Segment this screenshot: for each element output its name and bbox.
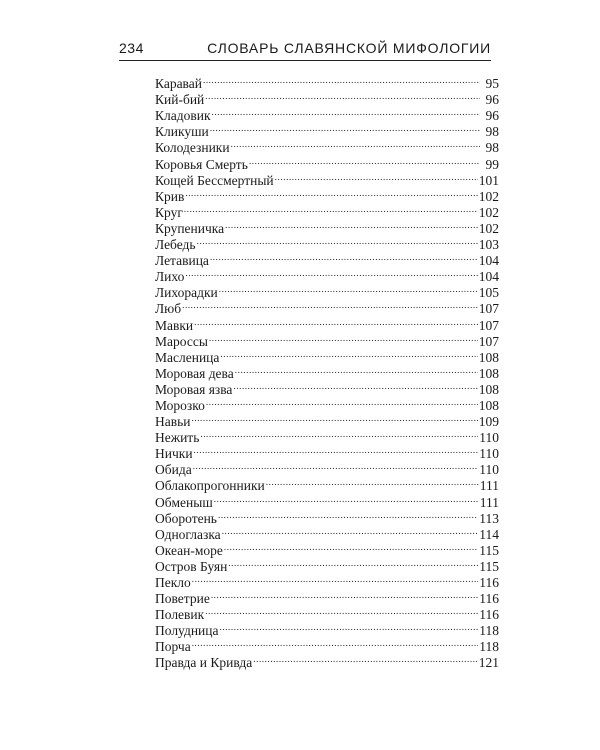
toc-entry-title: Правда и Кривда xyxy=(155,655,253,671)
toc-dot-leader xyxy=(203,72,480,88)
toc-entry-title: Обменыш xyxy=(155,494,213,510)
toc-entry-page: 102 xyxy=(478,220,499,236)
toc-entry xyxy=(155,233,499,253)
toc-entry-page: 113 xyxy=(479,510,499,526)
toc-entry-page: 109 xyxy=(478,414,499,430)
toc-dot-leader xyxy=(192,571,478,587)
toc-entry-page: 111 xyxy=(479,478,499,494)
toc-dot-leader xyxy=(182,297,478,313)
toc-entry-title: Моровая дева xyxy=(155,365,234,381)
toc-entry-page: 118 xyxy=(479,623,499,639)
toc-entry-title: Оборотень xyxy=(155,510,217,526)
toc-entry-title: Круг xyxy=(155,204,183,220)
toc-entry-page: 110 xyxy=(479,462,499,478)
toc-entry xyxy=(155,72,499,92)
toc-entry xyxy=(155,217,499,236)
toc-entry xyxy=(155,458,499,478)
toc-dot-leader xyxy=(222,523,479,539)
toc-entry-title: Обида xyxy=(155,462,192,478)
toc-dot-leader xyxy=(225,217,478,233)
toc-dot-leader xyxy=(209,330,478,346)
toc-entry xyxy=(155,603,499,623)
toc-entry-title: Летавица xyxy=(155,253,209,269)
toc-entry xyxy=(155,104,499,124)
toc-entry-title: Коровья Смерть xyxy=(155,156,248,172)
toc-entry-title: Колодезники xyxy=(155,140,230,156)
toc-dot-leader xyxy=(224,539,478,555)
toc-entry-title: Кладовик xyxy=(155,108,211,124)
toc-entry-title: Кликуши xyxy=(155,124,209,140)
toc-entry-page: 99 xyxy=(485,156,499,172)
toc-entry xyxy=(155,281,499,301)
toc-dot-leader xyxy=(220,619,479,635)
toc-entry-title: Мавки xyxy=(155,317,194,333)
toc-entry-page: 107 xyxy=(478,333,499,349)
toc-dot-leader xyxy=(220,346,477,362)
toc-entry-title: Нежить xyxy=(155,430,200,446)
toc-entry-title: Мароссы xyxy=(155,333,208,349)
toc-dot-leader xyxy=(192,410,478,426)
toc-entry-title: Поветрие xyxy=(155,591,210,607)
toc-entry-page: 96 xyxy=(485,92,499,108)
running-title: СЛОВАРЬ СЛАВЯНСКОЙ МИФОЛОГИИ xyxy=(207,40,491,56)
toc-entry xyxy=(155,426,499,446)
toc-entry xyxy=(155,249,499,269)
toc-dot-leader xyxy=(235,362,478,378)
toc-entry xyxy=(155,88,499,108)
toc-dot-leader xyxy=(231,136,480,152)
toc-entry xyxy=(155,394,499,413)
toc-dot-leader xyxy=(218,507,478,523)
toc-entry-page: 115 xyxy=(479,542,499,558)
toc-entry-page: 118 xyxy=(479,639,499,655)
toc-entry-title: Порча xyxy=(155,639,191,655)
toc-dot-leader xyxy=(275,169,478,185)
toc-entry xyxy=(155,474,499,494)
toc-dot-leader xyxy=(192,635,479,651)
toc-entry-page: 111 xyxy=(479,494,499,510)
page-header xyxy=(119,38,491,61)
toc-entry-title: Облакопрогонники xyxy=(155,478,265,494)
toc-entry-title: Морозко xyxy=(155,397,205,413)
toc-entry-title: Кий-бий xyxy=(155,92,205,108)
toc-entry-title: Моровая язва xyxy=(155,381,233,397)
toc-entry-page: 95 xyxy=(485,76,499,92)
toc-entry xyxy=(155,410,499,430)
toc-dot-leader xyxy=(185,185,477,201)
toc-entry-page: 98 xyxy=(485,124,499,140)
toc-dot-leader xyxy=(210,249,478,265)
toc-entry xyxy=(155,313,499,333)
toc-dot-leader xyxy=(205,603,478,619)
toc-entry xyxy=(155,442,499,462)
toc-entry-page: 121 xyxy=(478,655,499,671)
toc-entry-page: 103 xyxy=(478,237,499,253)
toc-entry-title: Крив xyxy=(155,188,185,204)
toc-entry-page: 108 xyxy=(478,349,499,365)
toc-dot-leader xyxy=(194,313,478,329)
toc-entry-page: 102 xyxy=(478,204,499,220)
toc-dot-leader xyxy=(212,104,480,120)
toc-entry-title: Полудница xyxy=(155,623,219,639)
toc-dot-leader xyxy=(184,201,478,217)
toc-dot-leader xyxy=(249,152,480,168)
toc-dot-leader xyxy=(185,265,477,281)
table-of-contents xyxy=(155,72,499,671)
toc-entry-title: Каравай xyxy=(155,76,202,92)
toc-dot-leader xyxy=(197,233,478,249)
toc-entry-page: 101 xyxy=(478,172,499,188)
toc-entry-title: Кощей Бессмертный xyxy=(155,172,274,188)
toc-entry-page: 105 xyxy=(478,285,499,301)
toc-entry xyxy=(155,619,499,639)
toc-entry-page: 116 xyxy=(479,575,499,590)
toc-entry-title: Пекло xyxy=(155,575,191,590)
toc-entry-page: 102 xyxy=(478,188,499,204)
toc-entry xyxy=(155,651,499,671)
toc-entry-page: 107 xyxy=(478,317,499,333)
toc-entry-title: Навьи xyxy=(155,414,191,430)
toc-entry-title: Нички xyxy=(155,446,193,462)
toc-entry-page: 115 xyxy=(479,558,499,574)
toc-dot-leader xyxy=(253,651,478,667)
page-number: 234 xyxy=(119,40,144,56)
toc-entry-title: Полевик xyxy=(155,607,205,623)
toc-dot-leader xyxy=(219,281,478,297)
toc-entry xyxy=(155,571,499,590)
toc-entry xyxy=(155,587,499,607)
toc-entry-title: Остров Буян xyxy=(155,558,228,574)
toc-entry-page: 108 xyxy=(478,365,499,381)
toc-dot-leader xyxy=(233,378,477,394)
toc-entry-title: Лихо xyxy=(155,269,185,285)
toc-entry-title: Лихорадки xyxy=(155,285,218,301)
toc-entry-page: 110 xyxy=(479,430,499,446)
toc-entry xyxy=(155,201,499,220)
toc-entry xyxy=(155,297,499,317)
toc-entry xyxy=(155,635,499,655)
toc-dot-leader xyxy=(210,120,480,136)
toc-entry-page: 98 xyxy=(485,140,499,156)
toc-dot-leader xyxy=(214,490,479,506)
toc-entry-page: 116 xyxy=(479,607,499,623)
toc-entry-title: Лебедь xyxy=(155,237,196,253)
toc-entry-title: Крупеничка xyxy=(155,220,225,236)
toc-entry-page: 96 xyxy=(485,108,499,124)
toc-entry-page: 116 xyxy=(479,591,499,607)
toc-entry-title: Океан-море xyxy=(155,542,223,558)
toc-entry xyxy=(155,185,499,204)
toc-dot-leader xyxy=(194,442,479,458)
toc-dot-leader xyxy=(228,555,478,571)
toc-entry-title: Масленица xyxy=(155,349,220,365)
toc-entry xyxy=(155,265,499,285)
toc-entry-page: 110 xyxy=(479,446,499,462)
toc-dot-leader xyxy=(211,587,478,603)
toc-entry-page: 104 xyxy=(478,269,499,285)
toc-entry-page: 114 xyxy=(479,526,499,542)
toc-dot-leader xyxy=(206,394,478,410)
toc-entry-page: 108 xyxy=(478,397,499,413)
toc-entry-title: Люб xyxy=(155,301,182,317)
toc-entry-page: 107 xyxy=(478,301,499,317)
toc-dot-leader xyxy=(200,426,478,442)
toc-dot-leader xyxy=(193,458,479,474)
toc-entry-title: Одноглазка xyxy=(155,526,221,542)
toc-dot-leader xyxy=(266,474,479,490)
toc-entry xyxy=(155,330,499,349)
toc-dot-leader xyxy=(205,88,480,104)
toc-entry-page: 108 xyxy=(478,381,499,397)
toc-entry-page: 104 xyxy=(478,253,499,269)
